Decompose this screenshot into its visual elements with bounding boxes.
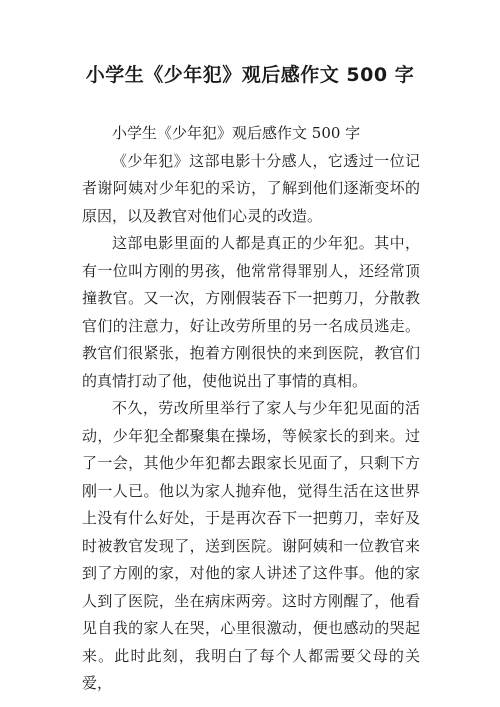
paragraph: 《少年犯》这部电影十分感人，它透过一位记者谢阿姨对少年犯的采访，了解到他们逐渐变坏的原因，以及教官对他们心灵的改造。 (82, 151, 420, 225)
document-body (82, 120, 420, 698)
paragraph-subtitle: 小学生《少年犯》观后感作文 500 字 (112, 124, 361, 142)
document-title: 小学生《少年犯》观后感作文 500 字 (85, 64, 415, 86)
paragraph: 不久，劳改所里举行了家人与少年犯见面的活动，少年犯全都聚集在操场，等候家长的到来。过了一会，其他少年犯都去跟家长见面了，只剩下方刚一人已。他以为家人抛弃他，觉得生活在这世界上没有什么好处，于是再次吞下一把剪刀，幸好及时被教官发现了，送到医院。谢阿姨和一位教官来到了方刚的家，对他的家人讲述了这件事。他的家人到了医院，坐在病床两旁。这时方刚醒了，他看见自我的家人在哭，心里很激动，便也感动的哭起来。此时此刻，我明白了每个人都需要父母的关爱， (82, 399, 420, 692)
paragraph: 这部电影里面的人都是真正的少年犯。其中，有一位叫方刚的男孩，他常常得罪别人，还经常顶撞教官。又一次，方刚假装吞下一把剪刀，分散教官们的注意力，好让改劳所里的另一名成员逃走。教官们很紧张，抱着方刚很快的来到医院，教官们的真情打动了他，使他说出了事情的真相。 (82, 234, 420, 390)
